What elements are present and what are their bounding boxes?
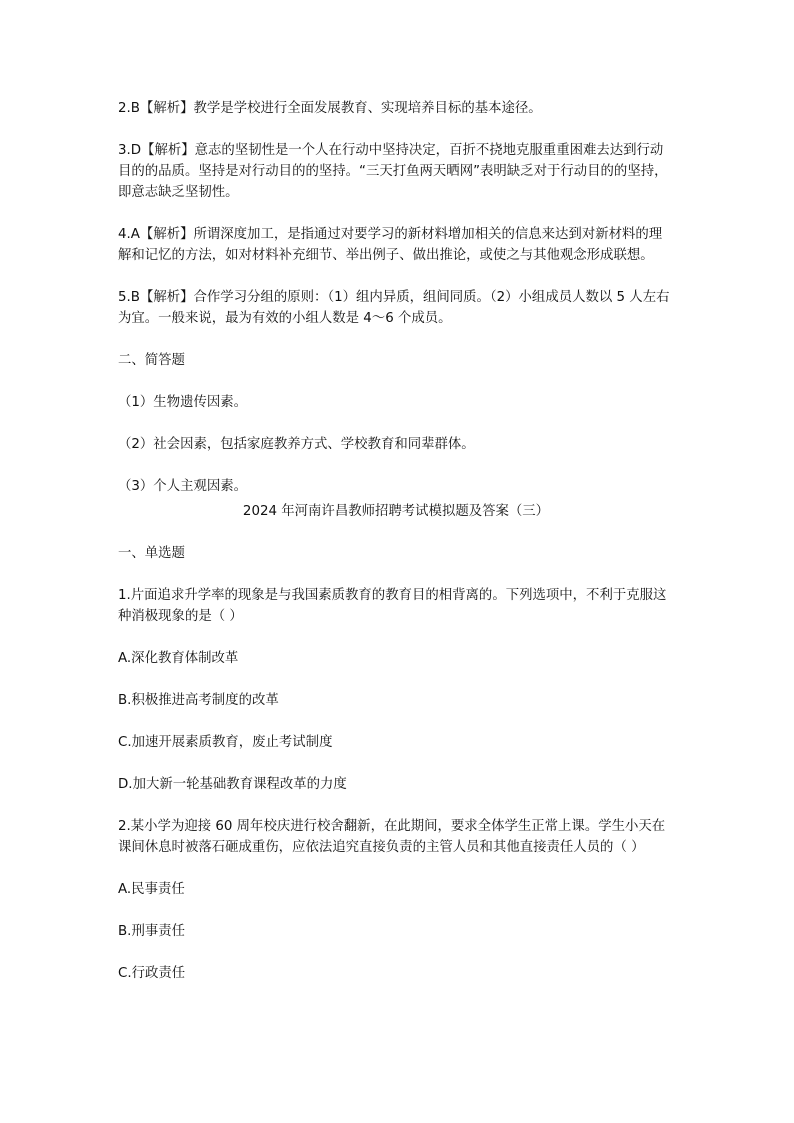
answer-explanation-5: 5.B【解析】合作学习分组的原则：（1）组内异质，组间同质。（2）小组成员人数以 5 人左右为宜。一般来说，最为有效的小组人数是 4～6 个成员。 bbox=[118, 290, 670, 326]
question-2-option-c: C.行政责任 bbox=[118, 966, 186, 981]
question-2-option-b: B.刑事责任 bbox=[118, 924, 186, 939]
short-answer-item-2: （2）社会因素，包括家庭教养方式、学校教育和同辈群体。 bbox=[118, 437, 475, 452]
answer-explanation-4: 4.A【解析】所谓深度加工，是指通过对要学习的新材料增加相关的信息来达到对新材料的理解和记忆的方法，如对材料补充细节、举出例子、做出推论，或使之与其他观念形成联想。 bbox=[118, 227, 663, 263]
question-1-stem: 1.片面追求升学率的现象是与我国素质教育的教育目的相背离的。下列选项中，不利于克服这种消极现象的是（ ） bbox=[118, 588, 667, 624]
question-1-option-d: D.加大新一轮基础教育课程改革的力度 bbox=[118, 777, 347, 792]
answer-explanation-3: 3.D【解析】意志的坚韧性是一个人在行动中坚持决定，百折不挠地克服重重困难去达到行动目的的品质。坚持是对行动目的的坚持。“三天打鱼两天晒网”表明缺乏对于行动目的的坚持，即意志缺乏坚韧性。 bbox=[118, 143, 668, 200]
document-body bbox=[118, 98, 674, 1005]
short-answer-heading: 二、简答题 bbox=[118, 353, 185, 368]
question-2-stem: 2.某小学为迎接 60 周年校庆进行校舍翻新，在此期间，要求全体学生正常上课。学生小天在课间休息时被落石砸成重伤，应依法追究直接负责的主管人员和其他直接责任人员的（ ） bbox=[118, 819, 666, 855]
question-1-option-a: A.深化教育体制改革 bbox=[118, 651, 239, 666]
short-answer-item-3: （3）个人主观因素。 bbox=[118, 479, 248, 494]
question-2-option-a: A.民事责任 bbox=[118, 882, 185, 897]
section-heading-single-choice: 一、单选题 bbox=[118, 546, 185, 561]
short-answer-item-1: （1）生物遗传因素。 bbox=[118, 395, 248, 410]
question-1-option-c: C.加速开展素质教育，废止考试制度 bbox=[118, 735, 333, 750]
exam-title: 2024 年河南许昌教师招聘考试模拟题及答案（三） bbox=[242, 504, 550, 519]
question-1-option-b: B.积极推进高考制度的改革 bbox=[118, 693, 279, 708]
answer-explanation-2: 2.B【解析】教学是学校进行全面发展教育、实现培养目标的基本途径。 bbox=[118, 101, 542, 116]
